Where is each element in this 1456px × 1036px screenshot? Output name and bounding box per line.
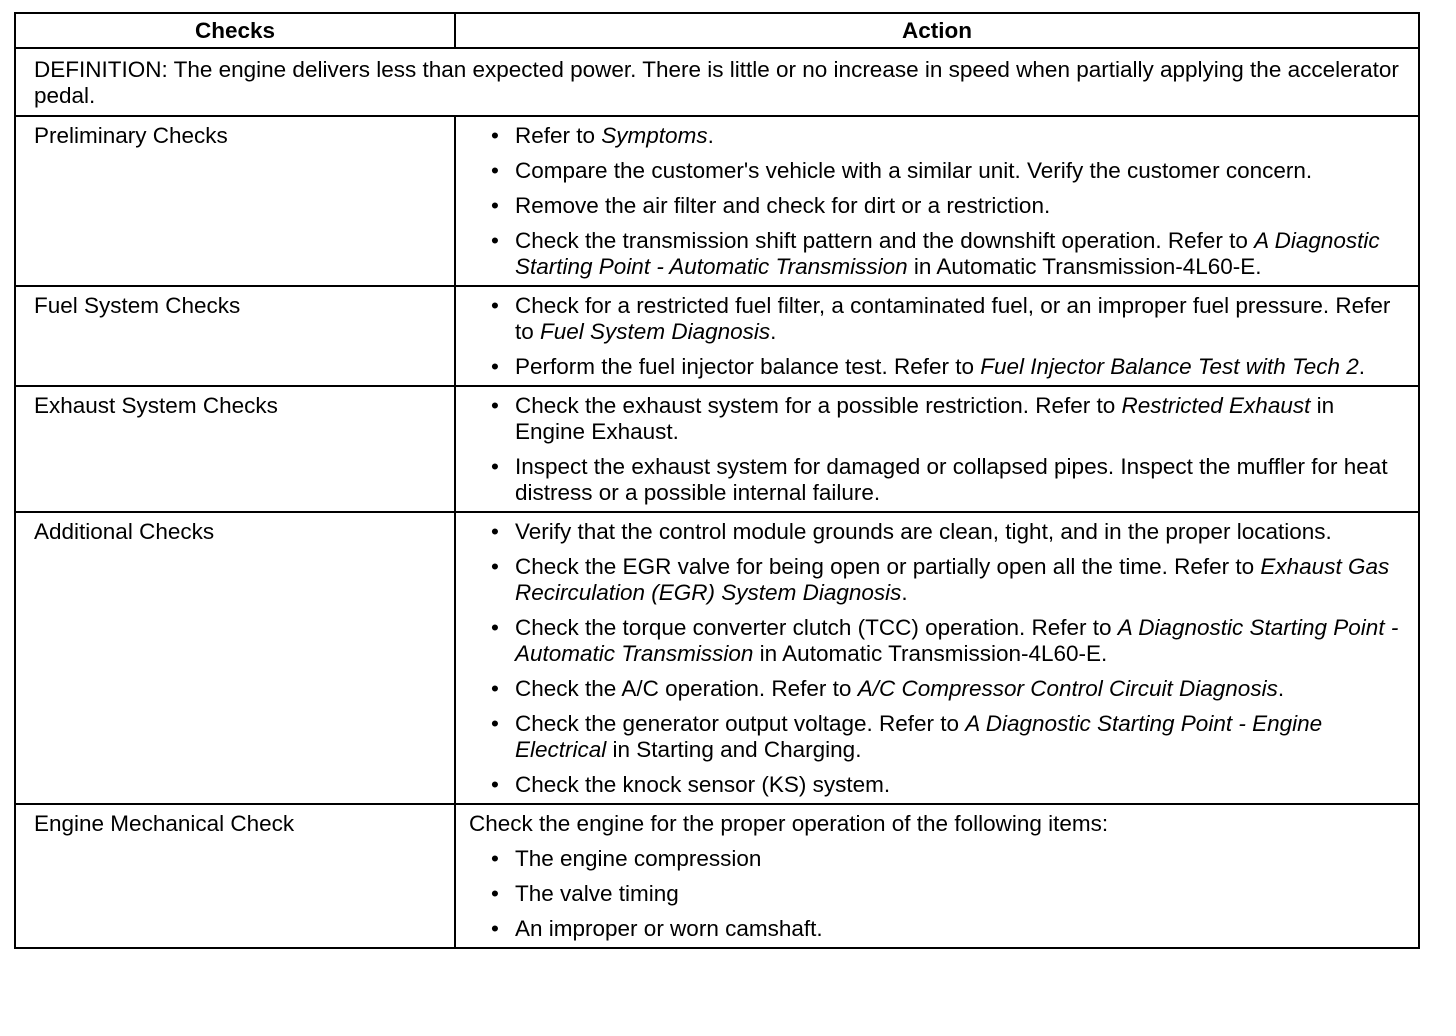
action-cell: [455, 386, 1419, 512]
action-item: [469, 916, 1408, 942]
action-text: Verify that the control module grounds are clean, tight, and in the proper locations.: [515, 519, 1332, 544]
action-text: Check the generator output voltage. Refer to: [515, 711, 966, 736]
header-row: [15, 13, 1419, 48]
bullet-icon: •: [491, 519, 499, 544]
bullet-icon: •: [491, 711, 499, 736]
bullet-icon: •: [491, 123, 499, 148]
bullet-icon: •: [491, 454, 499, 479]
action-item: [469, 193, 1408, 219]
action-text: An improper or worn camshaft.: [515, 916, 823, 941]
table-row: [15, 386, 1419, 512]
bullet-icon: •: [491, 293, 499, 318]
action-item: [469, 454, 1408, 506]
action-list: [469, 519, 1408, 798]
table-row: [15, 804, 1419, 948]
reference-link-text: Restricted Exhaust: [1121, 393, 1311, 418]
reference-link-text: A Diagnostic Starting Point - Engine Electrical: [515, 711, 1323, 762]
action-text: Check the transmission shift pattern and the downshift operation. Refer to: [515, 228, 1255, 253]
action-text: .: [770, 319, 777, 344]
action-text: Check the EGR valve for being open or partially open all the time. Refer to: [515, 554, 1261, 579]
action-cell: [455, 512, 1419, 804]
bullet-icon: •: [491, 881, 499, 906]
action-text: Check the knock sensor (KS) system.: [515, 772, 891, 797]
action-text: The engine compression: [515, 846, 762, 871]
action-cell: [455, 116, 1419, 286]
action-list: [469, 393, 1408, 506]
action-text: .: [901, 580, 908, 605]
diagnostic-table-page: [14, 12, 1418, 949]
bullet-icon: •: [491, 554, 499, 579]
action-text: in Automatic Transmission-4L60-E.: [753, 641, 1108, 666]
bullet-icon: •: [491, 393, 499, 418]
check-name: Engine Mechanical Check: [15, 804, 455, 948]
reference-link-text: A Diagnostic Starting Point - Automatic Transmission: [515, 228, 1380, 279]
bullet-icon: •: [491, 916, 499, 941]
bullet-icon: •: [491, 676, 499, 701]
bullet-icon: •: [491, 193, 499, 218]
action-item: [469, 123, 1408, 149]
bullet-icon: •: [491, 615, 499, 640]
check-name: Exhaust System Checks: [15, 386, 455, 512]
action-item: [469, 293, 1408, 345]
action-text: Check the A/C operation. Refer to: [515, 676, 858, 701]
action-list: [469, 846, 1408, 942]
check-name: Additional Checks: [15, 512, 455, 804]
action-item: [469, 393, 1408, 445]
definition-row: [15, 48, 1419, 116]
action-text: Check the exhaust system for a possible restriction. Refer to: [515, 393, 1122, 418]
action-text: .: [707, 123, 714, 148]
action-intro: Check the engine for the proper operation of the following items:: [469, 811, 1109, 836]
action-text: The valve timing: [515, 881, 679, 906]
action-column-header: Action: [455, 13, 1419, 48]
bullet-icon: •: [491, 772, 499, 797]
action-cell: [455, 804, 1419, 948]
action-text: in Automatic Transmission-4L60-E.: [907, 254, 1262, 279]
check-name: Preliminary Checks: [15, 116, 455, 286]
reference-link-text: Exhaust Gas Recirculation (EGR) System Diagnosis: [515, 554, 1390, 605]
bullet-icon: •: [491, 158, 499, 183]
action-text: Inspect the exhaust system for damaged or collapsed pipes. Inspect the muffler for heat distress or a possible internal failure.: [515, 454, 1388, 505]
check-name: Fuel System Checks: [15, 286, 455, 386]
reference-link-text: A Diagnostic Starting Point - Automatic Transmission: [515, 615, 1399, 666]
action-text: in Engine Exhaust.: [515, 393, 1335, 444]
action-text: Perform the fuel injector balance test. Refer to: [515, 354, 981, 379]
action-cell: [455, 286, 1419, 386]
action-item: [469, 846, 1408, 872]
table-row: [15, 512, 1419, 804]
table-row: [15, 116, 1419, 286]
action-item: [469, 158, 1408, 184]
checks-column-header: Checks: [15, 13, 455, 48]
action-list: [469, 293, 1408, 380]
action-item: [469, 228, 1408, 280]
action-item: [469, 772, 1408, 798]
action-text: Remove the air filter and check for dirt or a restriction.: [515, 193, 1051, 218]
reference-link-text: Fuel System Diagnosis: [540, 319, 771, 344]
action-text: Check for a restricted fuel filter, a contaminated fuel, or an improper fuel pressure. Refer to: [515, 293, 1391, 344]
bullet-icon: •: [491, 354, 499, 379]
bullet-icon: •: [491, 846, 499, 871]
action-text: .: [1358, 354, 1366, 379]
definition-text: DEFINITION: The engine delivers less than expected power. There is little or no increase in speed when partially applying the accelerator pedal.: [15, 48, 1419, 116]
action-text: in Starting and Charging.: [606, 737, 862, 762]
reference-link-text: Fuel Injector Balance Test with Tech 2: [980, 354, 1359, 379]
table-row: [15, 286, 1419, 386]
table-header: [15, 13, 1419, 48]
diagnostic-table: [14, 12, 1420, 949]
action-text: Refer to: [515, 123, 602, 148]
action-text: .: [1277, 676, 1285, 701]
action-item: [469, 354, 1408, 380]
action-item: [469, 676, 1408, 702]
action-item: [469, 615, 1408, 667]
reference-link-text: Symptoms: [601, 123, 708, 148]
action-item: [469, 711, 1408, 763]
action-item: [469, 881, 1408, 907]
reference-link-text: A/C Compressor Control Circuit Diagnosis: [857, 676, 1278, 701]
action-item: [469, 519, 1408, 545]
action-item: [469, 554, 1408, 606]
action-text: Check the torque converter clutch (TCC) operation. Refer to: [515, 615, 1118, 640]
action-text: Compare the customer's vehicle with a similar unit. Verify the customer concern.: [515, 158, 1313, 183]
bullet-icon: •: [491, 228, 499, 253]
action-list: [469, 123, 1408, 280]
table-body: [15, 48, 1419, 948]
